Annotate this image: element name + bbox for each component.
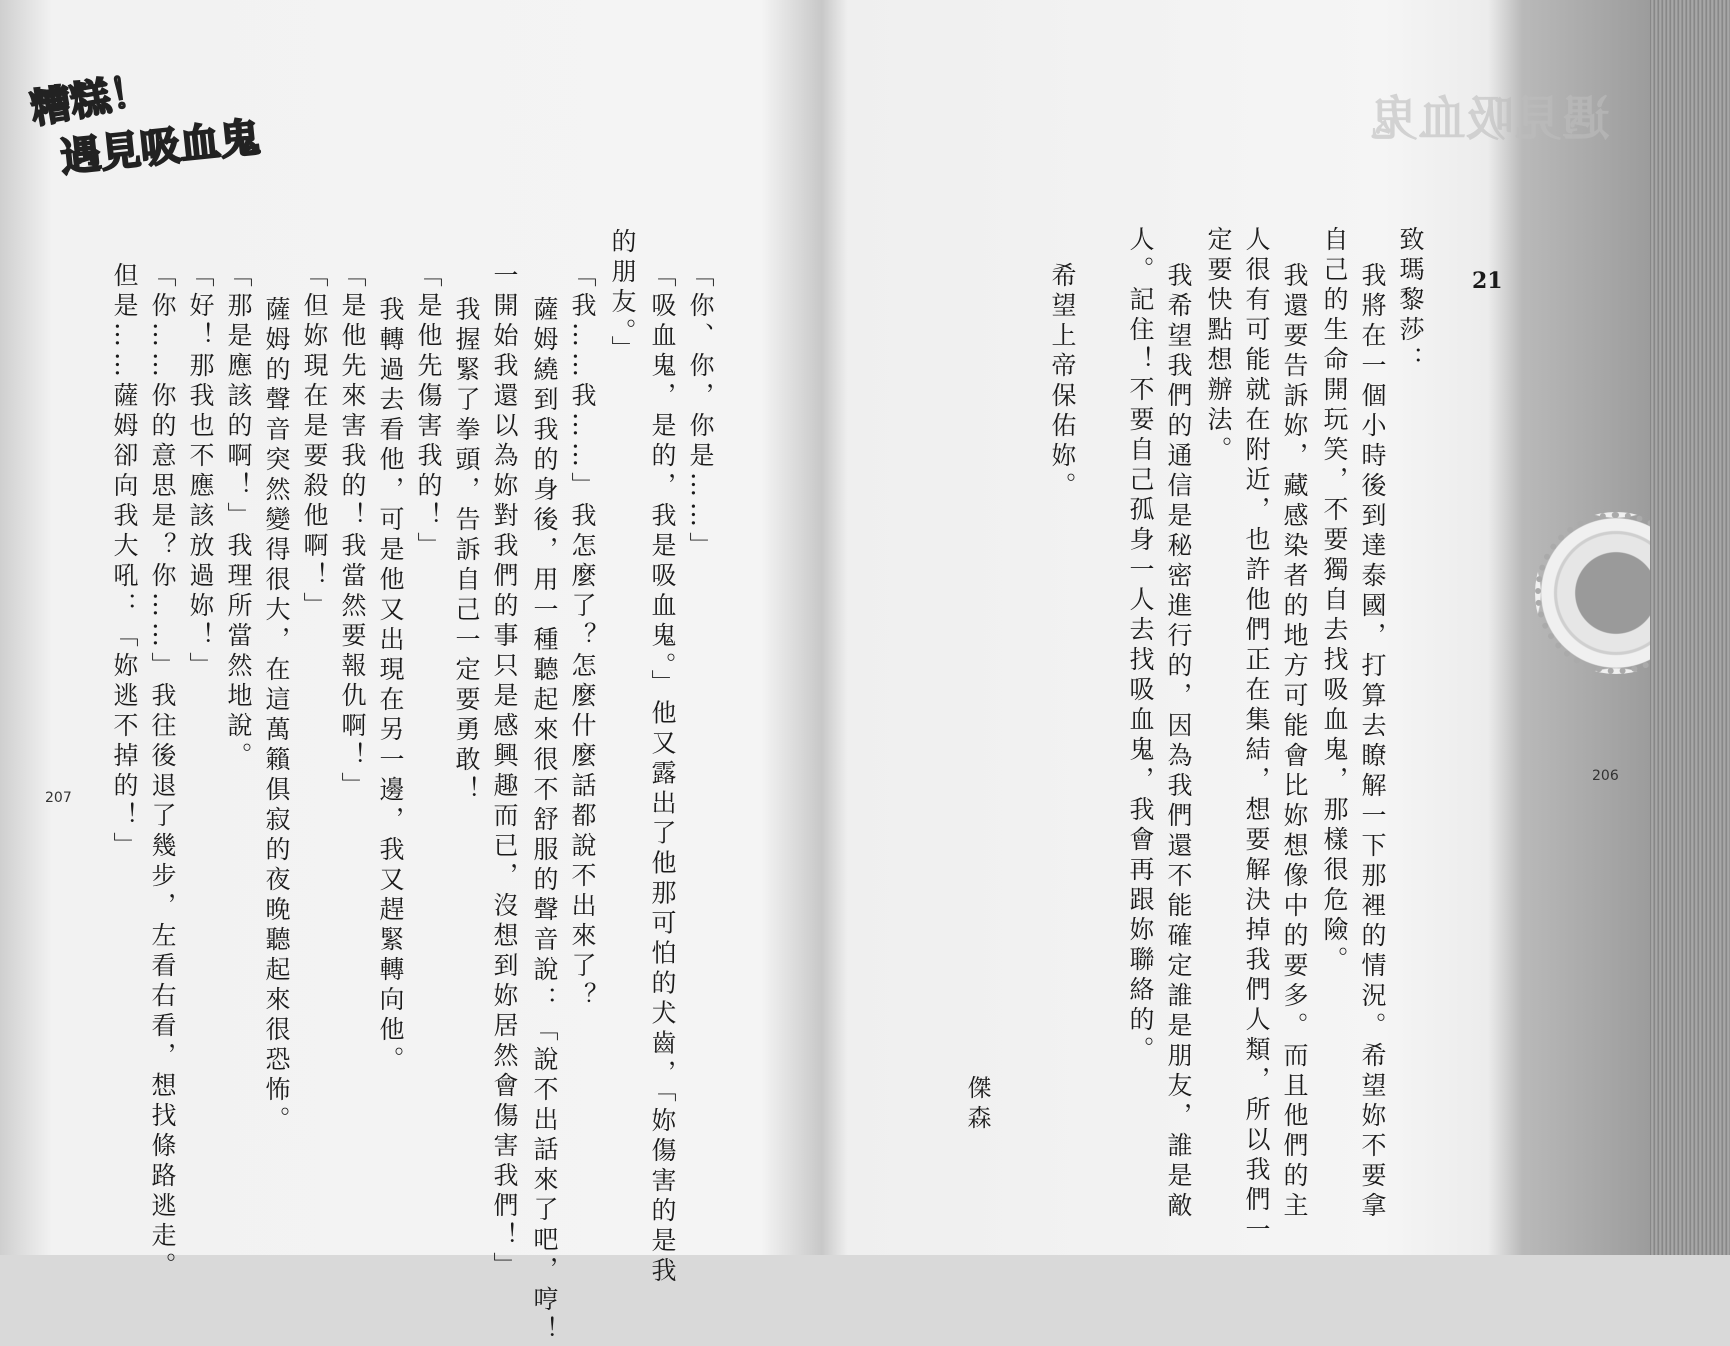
text-column: 薩姆繞到我的身後，用一種聽起來很不舒服的聲音說：「說不出話來了吧，哼！	[530, 296, 559, 1346]
text-column: 「吸血鬼，是的，我是吸血鬼。」他又露出了他那可怕的犬齒，「妳傷害的是我	[648, 262, 677, 1287]
text-column: 致瑪黎莎：	[1396, 226, 1425, 376]
text-column: 一開始我還以為妳對我們的事只是感興趣而已，沒想到妳居然會傷害我們！」	[490, 262, 519, 1282]
text-column: 薩姆的聲音突然變得很大，在這萬籟俱寂的夜晚聽起來很恐怖。	[262, 296, 291, 1136]
text-column: 自己的生命開玩笑，不要獨自去找吸血鬼，那樣很危險。	[1320, 226, 1349, 976]
text-column: 但是……薩姆卻向我大吼：「妳逃不掉的！」	[110, 262, 139, 862]
text-column: 定要快點想辦法。	[1204, 226, 1233, 466]
text-column: 「你……你的意思是？你……」我往後退了幾步，左看右看，想找條路逃走。	[148, 262, 177, 1282]
text-column: 我轉過去看他，可是他又出現在另一邊，我又趕緊轉向他。	[376, 296, 405, 1076]
text-column: 「是他先來害我的！我當然要報仇啊！」	[338, 262, 367, 802]
text-column: 我希望我們的通信是秘密進行的，因為我們還不能確定誰是朋友，誰是敵	[1164, 262, 1193, 1222]
text-column: 我將在一個小時後到達泰國，打算去瞭解一下那裡的情況。希望妳不要拿	[1358, 262, 1387, 1222]
text-column: 我握緊了拳頭，告訴自己一定要勇敢！	[452, 296, 481, 806]
bleed-through-logo: 遇見吸血鬼	[1370, 91, 1611, 147]
chapter-number: 21	[1472, 268, 1503, 294]
page-edges	[1650, 0, 1730, 1255]
page-number: 206	[1592, 768, 1619, 784]
series-logo	[27, 66, 280, 182]
text-column: 我還要告訴妳，藏感染者的地方可能會比妳想像中的要多。而且他們的主	[1280, 262, 1309, 1222]
letter-signature: 傑森	[963, 1075, 991, 1135]
text-column: 希望上帝保佑妳。	[1048, 262, 1077, 502]
text-column: 「是他先傷害我的！」	[414, 262, 443, 562]
text-column: 「好！那我也不應該放過妳！」	[186, 262, 215, 682]
text-column: 人。記住！不要自己孤身一人去找吸血鬼，我會再跟妳聯絡的。	[1126, 226, 1155, 1066]
text-column: 「我……我……」我怎麼了？怎麼什麼話都說不出來了？	[568, 262, 597, 1012]
text-column: 的朋友。」	[608, 228, 637, 366]
text-column: 人很有可能就在附近，也許他們正在集結，想要解決掉我們人類，所以我們一	[1242, 226, 1271, 1246]
text-column: 「但妳現在是要殺他啊！」	[300, 262, 329, 622]
logo-line-2: 遇見吸血鬼	[58, 114, 263, 182]
text-column: 「你、你，你是……」	[686, 262, 715, 562]
text-column: 「那是應該的啊！」我理所當然地說。	[224, 262, 253, 772]
page-number: 207	[45, 790, 72, 806]
left-page	[0, 0, 820, 1346]
right-page	[820, 0, 1650, 1255]
logo-line-1: 糟糕！	[27, 66, 154, 134]
